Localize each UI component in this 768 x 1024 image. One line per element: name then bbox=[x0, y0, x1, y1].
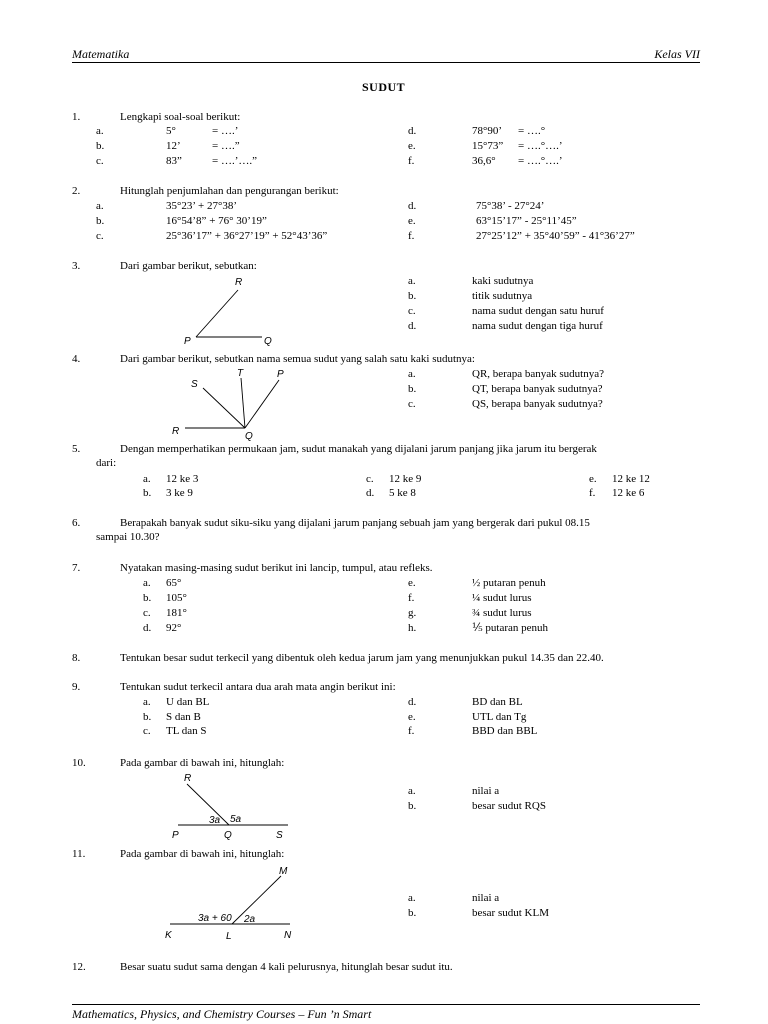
q10-angle-3a: 3a bbox=[209, 815, 221, 826]
q10-angle-5a: 5a bbox=[230, 814, 242, 825]
q1-item-value: 36,6° bbox=[472, 155, 496, 167]
q3-text: Dari gambar berikut, sebutkan: bbox=[120, 260, 257, 272]
q5-item-label: b. bbox=[143, 487, 152, 499]
q4-angle-figure bbox=[165, 366, 295, 442]
q7-item-label: b. bbox=[143, 592, 152, 604]
q11-angle-figure bbox=[160, 862, 300, 944]
q11-item-value: besar sudut KLM bbox=[472, 907, 549, 919]
q4-item-label: b. bbox=[408, 383, 417, 395]
q1-item-label: e. bbox=[408, 140, 416, 152]
q10-number: 10. bbox=[72, 757, 86, 769]
q4-ray-qt bbox=[241, 378, 245, 428]
q2-item-label: e. bbox=[408, 215, 416, 227]
q2-item-value: 63°15’17” - 25°11’45” bbox=[476, 215, 577, 227]
q7-item-value: 105° bbox=[166, 592, 187, 604]
q1-number: 1. bbox=[72, 111, 81, 123]
q9-item-label: e. bbox=[408, 711, 416, 723]
q5-text: Dengan memperhatikan permukaan jam, sudut manakah yang dijalani jarum panjang jika jarum itu bergerak bbox=[120, 443, 597, 455]
q9-item-label: c. bbox=[143, 725, 151, 737]
q11-label-k: K bbox=[165, 930, 172, 941]
q8-number: 8. bbox=[72, 652, 81, 664]
q10-label-p: P bbox=[172, 830, 179, 841]
q5-text-cont: dari: bbox=[96, 457, 117, 469]
q11-angle-2a: 2a bbox=[244, 914, 256, 925]
q9-item-label: a. bbox=[143, 696, 151, 708]
q3-label-p: P bbox=[184, 336, 191, 347]
q4-label-t: T bbox=[237, 368, 244, 379]
q11-text: Pada gambar di bawah ini, hitunglah: bbox=[120, 848, 285, 860]
q11-item-value: nilai a bbox=[472, 892, 500, 904]
q10-label-s: S bbox=[276, 830, 283, 841]
q2-item-label: c. bbox=[96, 230, 104, 242]
q3-item-label: d. bbox=[408, 320, 417, 332]
q10-item-label: a. bbox=[408, 785, 416, 797]
q7-item-label: d. bbox=[143, 622, 152, 634]
q5-item-value: 5 ke 8 bbox=[389, 487, 416, 499]
header-class: Kelas VII bbox=[654, 47, 700, 61]
q1-text: Lengkapi soal-soal berikut: bbox=[120, 111, 241, 123]
q11-label-m: M bbox=[279, 866, 288, 877]
q1-item-value: 12’ bbox=[166, 140, 181, 152]
q4-label-s: S bbox=[191, 379, 198, 390]
q9-number: 9. bbox=[72, 681, 81, 693]
q10-ray-qr bbox=[187, 784, 229, 825]
q4-item-value: QR, berapa banyak sudutnya? bbox=[472, 368, 604, 380]
q1-item-answer: = ….” bbox=[212, 140, 240, 152]
q10-item-label: b. bbox=[408, 800, 417, 812]
q1-item-answer: = ….’ bbox=[212, 125, 239, 137]
q1-item-label: d. bbox=[408, 125, 417, 137]
q7-item-value: 92° bbox=[166, 622, 182, 634]
q4-item-value: QS, berapa banyak sudutnya? bbox=[472, 398, 603, 410]
q11-label-l: L bbox=[226, 931, 232, 942]
q3-item-label: c. bbox=[408, 305, 416, 317]
q10-item-value: nilai a bbox=[472, 785, 500, 797]
q11-item-label: a. bbox=[408, 892, 416, 904]
q7-item-value: ¾ sudut lurus bbox=[472, 607, 532, 619]
q1-item-answer: = ….°….’ bbox=[518, 140, 563, 152]
q4-label-p: P bbox=[277, 369, 284, 380]
q4-ray-qp bbox=[245, 380, 279, 428]
q3-item-label: b. bbox=[408, 290, 417, 302]
q3-item-value: kaki sudutnya bbox=[472, 275, 534, 287]
q11-label-n: N bbox=[284, 930, 292, 941]
q11-angle-3a-60: 3a + 60 bbox=[198, 913, 232, 924]
q4-label-r: R bbox=[172, 426, 180, 437]
q5-item-value: 3 ke 9 bbox=[166, 487, 193, 499]
q7-item-label: e. bbox=[408, 577, 416, 589]
q11-number: 11. bbox=[72, 848, 86, 860]
q2-number: 2. bbox=[72, 185, 81, 197]
q9-item-value: TL dan S bbox=[166, 725, 207, 737]
q3-item-value: titik sudutnya bbox=[472, 290, 533, 302]
q2-item-label: f. bbox=[408, 230, 415, 242]
q1-item-answer: = ….° bbox=[518, 125, 546, 137]
q2-item-label: b. bbox=[96, 215, 105, 227]
q7-item-label: h. bbox=[408, 622, 417, 634]
q2-item-value: 27°25’12” + 35°40’59” - 41°36’27” bbox=[476, 230, 635, 242]
q5-item-label: a. bbox=[143, 473, 151, 485]
q7-number: 7. bbox=[72, 562, 81, 574]
q1-item-answer: = ….’….” bbox=[212, 155, 257, 167]
q1-item-value: 83” bbox=[166, 155, 182, 167]
q5-item-value: 12 ke 12 bbox=[612, 473, 650, 485]
q8-text: Tentukan besar sudut terkecil yang dibentuk oleh kedua jarum jam yang menunjukkan pukul 14.35 dan 22.40. bbox=[120, 652, 604, 664]
q1-item-value: 5° bbox=[166, 125, 176, 137]
q5-item-label: e. bbox=[589, 473, 597, 485]
q10-label-q: Q bbox=[224, 830, 232, 841]
q11-ray-lm bbox=[232, 876, 281, 924]
q7-item-value: 181° bbox=[166, 607, 187, 619]
q12-text: Besar suatu sudut sama dengan 4 kali pelurusnya, hitunglah besar sudut itu. bbox=[120, 961, 453, 973]
q5-item-value: 12 ke 9 bbox=[389, 473, 422, 485]
q3-number: 3. bbox=[72, 260, 81, 272]
header-rule bbox=[72, 62, 700, 63]
q9-item-label: b. bbox=[143, 711, 152, 723]
q7-item-label: g. bbox=[408, 607, 417, 619]
q9-text: Tentukan sudut terkecil antara dua arah mata angin berikut ini: bbox=[120, 681, 396, 693]
q3-item-value: nama sudut dengan tiga huruf bbox=[472, 320, 603, 332]
q1-item-label: f. bbox=[408, 155, 415, 167]
q4-ray-qs bbox=[203, 388, 245, 428]
q10-text: Pada gambar di bawah ini, hitunglah: bbox=[120, 757, 285, 769]
q9-item-value: UTL dan Tg bbox=[472, 711, 527, 723]
q7-item-value: ⅕ putaran penuh bbox=[472, 622, 549, 634]
q3-item-value: nama sudut dengan satu huruf bbox=[472, 305, 604, 317]
q5-item-label: c. bbox=[366, 473, 374, 485]
q1-item-answer: = ….°….’ bbox=[518, 155, 563, 167]
q2-item-value: 75°38’ - 27°24’ bbox=[476, 200, 545, 212]
q10-label-r: R bbox=[184, 773, 192, 784]
q3-ray-pr bbox=[196, 290, 238, 337]
q7-item-label: c. bbox=[143, 607, 151, 619]
q5-number: 5. bbox=[72, 443, 81, 455]
q1-item-label: c. bbox=[96, 155, 104, 167]
q9-item-label: d. bbox=[408, 696, 417, 708]
q5-item-value: 12 ke 6 bbox=[612, 487, 645, 499]
q2-text: Hitunglah penjumlahan dan pengurangan berikut: bbox=[120, 185, 339, 197]
q1-item-value: 15°73” bbox=[472, 140, 504, 152]
q9-item-value: BBD dan BBL bbox=[472, 725, 538, 737]
q3-label-r: R bbox=[235, 277, 243, 288]
q5-item-value: 12 ke 3 bbox=[166, 473, 199, 485]
q2-item-value: 25°36’17” + 36°27’19” + 52°43’36” bbox=[166, 230, 328, 242]
q2-item-value: 16°54’8” + 76° 30’19” bbox=[166, 215, 267, 227]
q7-item-label: f. bbox=[408, 592, 415, 604]
q2-item-value: 35°23’ + 27°38’ bbox=[166, 200, 238, 212]
q9-item-value: BD dan BL bbox=[472, 696, 523, 708]
q6-number: 6. bbox=[72, 517, 81, 529]
q9-item-value: U dan BL bbox=[166, 696, 210, 708]
footer-rule bbox=[72, 1004, 700, 1005]
q4-number: 4. bbox=[72, 353, 81, 365]
q9-item-label: f. bbox=[408, 725, 415, 737]
q10-item-value: besar sudut RQS bbox=[472, 800, 546, 812]
q3-angle-figure bbox=[170, 274, 290, 348]
q9-item-value: S dan B bbox=[166, 711, 201, 723]
q5-item-label: d. bbox=[366, 487, 375, 499]
q7-item-value: 65° bbox=[166, 577, 182, 589]
header-subject: Matematika bbox=[72, 47, 130, 61]
q10-angle-figure bbox=[165, 770, 300, 842]
q4-item-label: a. bbox=[408, 368, 416, 380]
q6-text-cont: sampai 10.30? bbox=[96, 531, 160, 543]
q7-item-value: ½ putaran penuh bbox=[472, 577, 546, 589]
footer-text: Mathematics, Physics, and Chemistry Courses – Fun ’n Smart bbox=[72, 1007, 372, 1021]
q2-item-label: d. bbox=[408, 200, 417, 212]
q4-item-label: c. bbox=[408, 398, 416, 410]
q5-item-label: f. bbox=[589, 487, 596, 499]
q11-item-label: b. bbox=[408, 907, 417, 919]
q3-item-label: a. bbox=[408, 275, 416, 287]
page-title: SUDUT bbox=[362, 80, 406, 94]
q1-item-value: 78°90’ bbox=[472, 125, 503, 137]
q6-text: Berapakah banyak sudut siku-siku yang dijalani jarum panjang sebuah jam yang bergerak dari pukul 08.15 bbox=[120, 517, 590, 529]
q3-label-q: Q bbox=[264, 336, 272, 347]
q1-item-label: b. bbox=[96, 140, 105, 152]
q7-item-label: a. bbox=[143, 577, 151, 589]
q4-text: Dari gambar berikut, sebutkan nama semua sudut yang salah satu kaki sudutnya: bbox=[120, 353, 475, 365]
q7-item-value: ¼ sudut lurus bbox=[472, 592, 532, 604]
q1-item-label: a. bbox=[96, 125, 104, 137]
q2-item-label: a. bbox=[96, 200, 104, 212]
q4-item-value: QT, berapa banyak sudutnya? bbox=[472, 383, 603, 395]
q12-number: 12. bbox=[72, 961, 86, 973]
q4-label-q: Q bbox=[245, 431, 253, 442]
q7-text: Nyatakan masing-masing sudut berikut ini lancip, tumpul, atau refleks. bbox=[120, 562, 433, 574]
